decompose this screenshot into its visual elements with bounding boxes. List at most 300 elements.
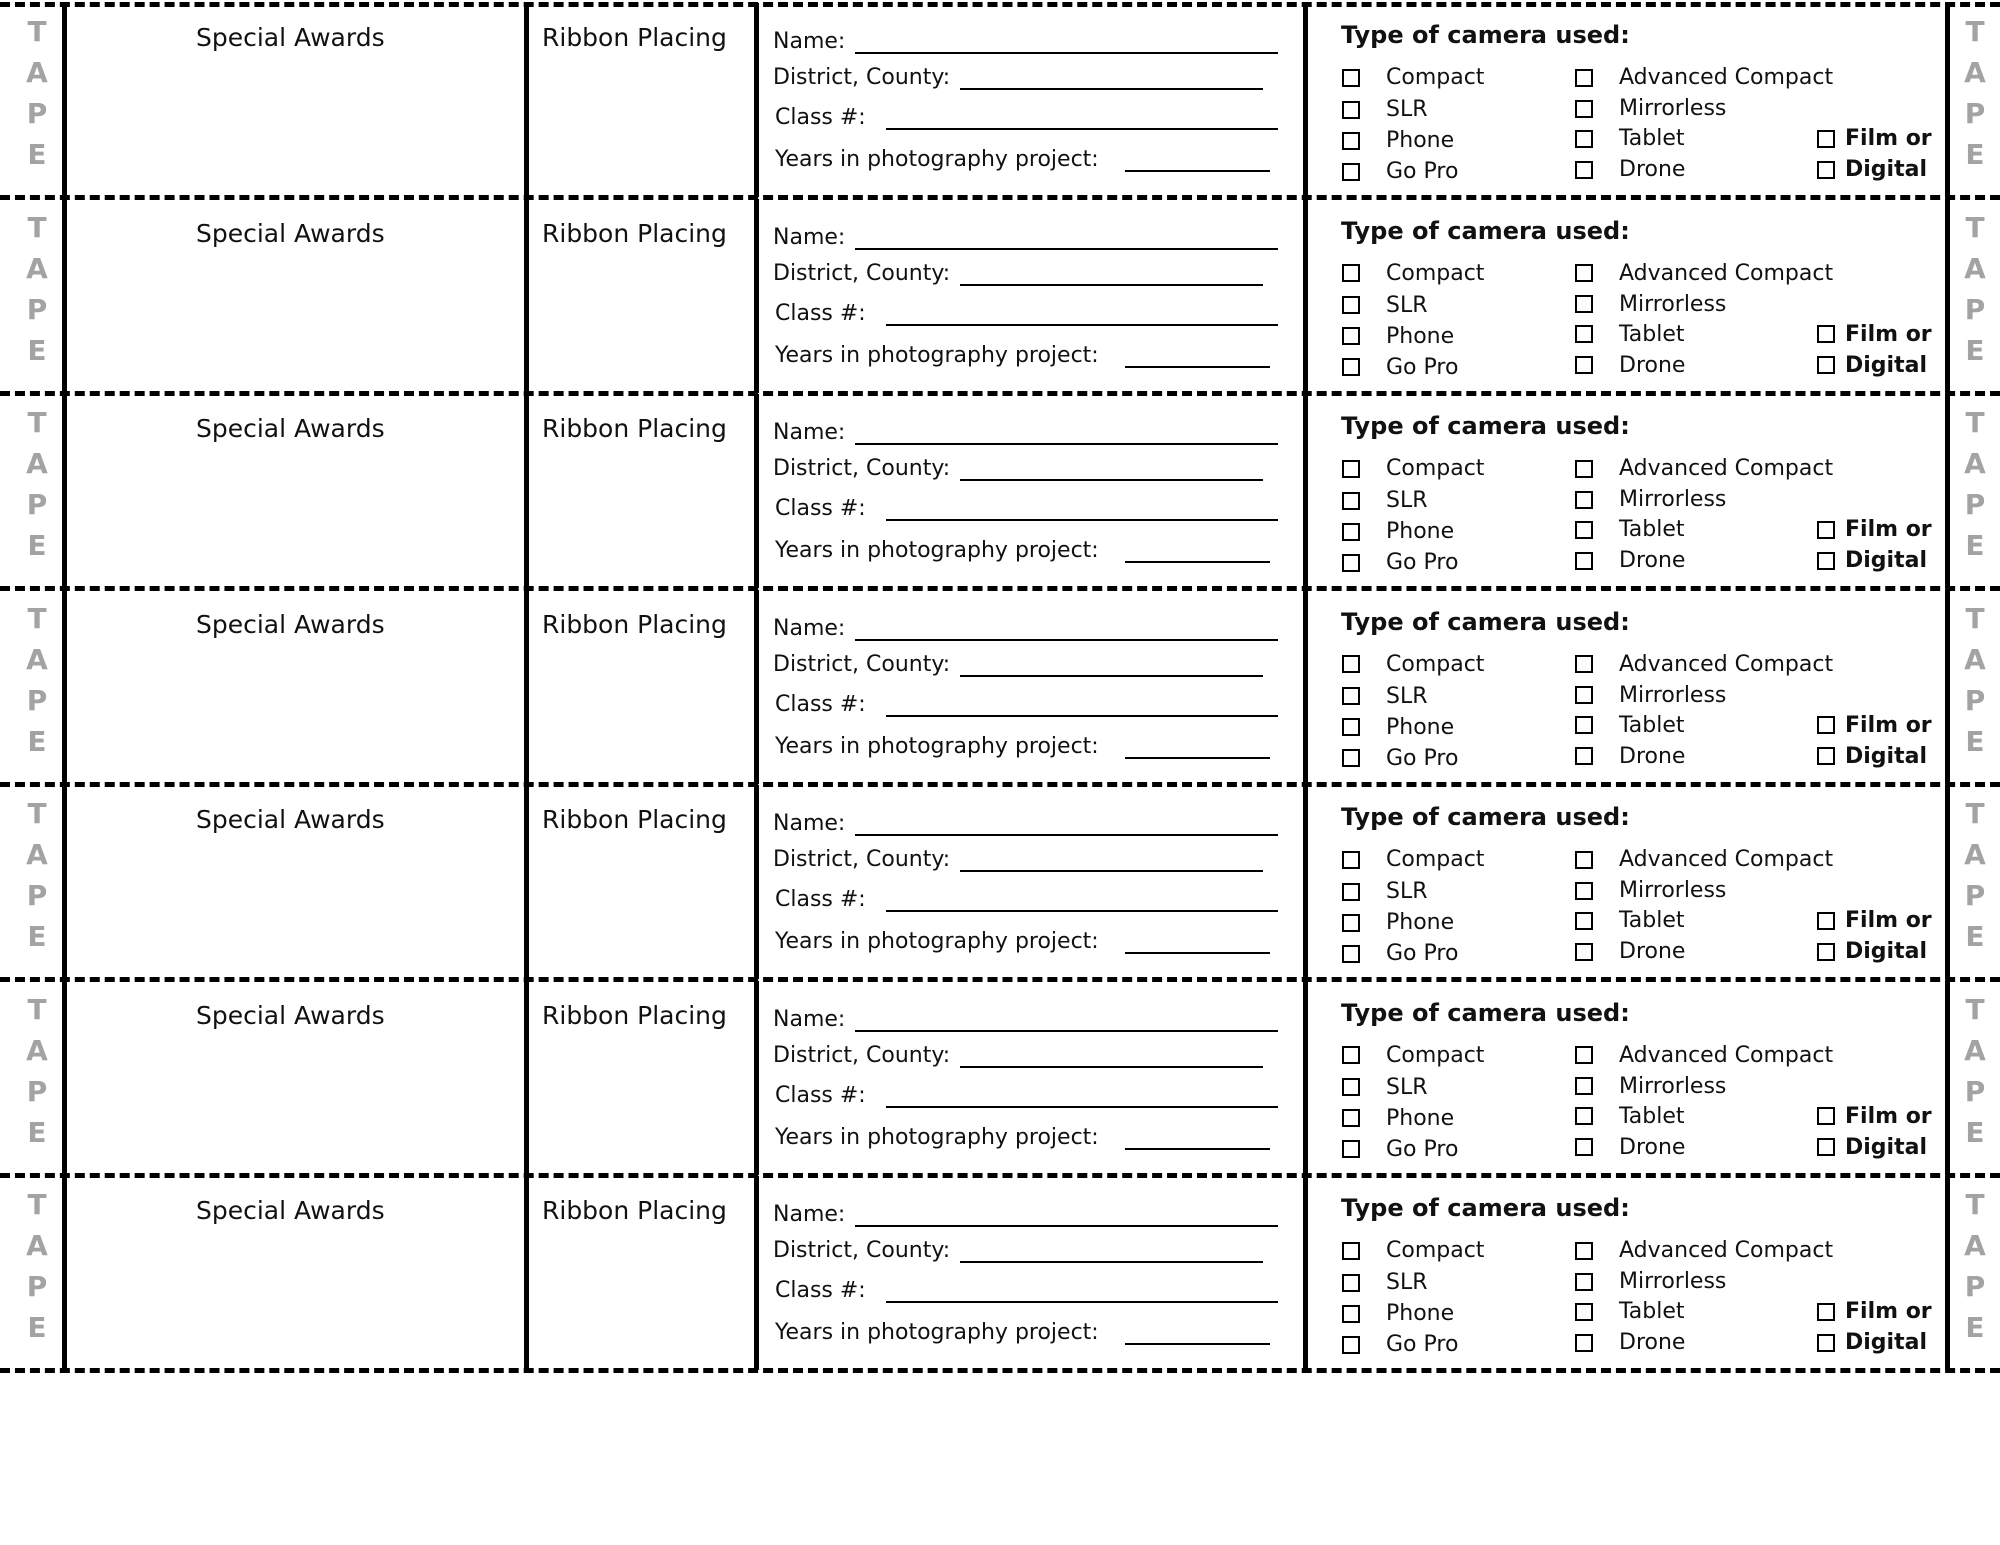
option-digital[interactable]: Digital xyxy=(1817,939,1927,964)
option-mirrorless[interactable]: Mirrorless xyxy=(1575,487,1726,512)
checkbox[interactable] xyxy=(1342,1078,1360,1096)
checkbox[interactable] xyxy=(1342,1305,1360,1323)
district-county-input-line[interactable] xyxy=(960,1066,1263,1068)
checkbox[interactable] xyxy=(1342,163,1360,181)
option-digital[interactable]: Digital xyxy=(1817,548,1927,573)
option-slr[interactable]: SLR xyxy=(1342,1075,1428,1100)
checkbox[interactable] xyxy=(1342,1274,1360,1292)
checkbox[interactable] xyxy=(1342,101,1360,119)
years-label: Years in photography project: xyxy=(775,342,1099,368)
tape-letter: P xyxy=(26,879,48,912)
tape-letter: P xyxy=(1964,879,1986,912)
years-field[interactable] xyxy=(775,1125,1270,1150)
name-input-line[interactable] xyxy=(855,52,1278,54)
option-compact[interactable]: Compact xyxy=(1342,65,1484,90)
years-field[interactable] xyxy=(775,734,1270,759)
checkbox[interactable] xyxy=(1575,161,1593,179)
tape-letter: A xyxy=(26,251,48,285)
tape-letter: T xyxy=(1965,992,1985,1026)
district-county-field[interactable] xyxy=(773,456,1263,481)
entry-card xyxy=(0,1176,2000,1370)
option-tablet[interactable]: Tablet xyxy=(1575,517,1685,542)
district-county-field[interactable] xyxy=(773,1238,1263,1263)
district-county-field[interactable] xyxy=(773,652,1263,677)
years-input-line[interactable] xyxy=(1125,366,1270,368)
district-county-input-line[interactable] xyxy=(960,284,1263,286)
special-awards-label: Special Awards xyxy=(196,23,385,52)
option-drone[interactable]: Drone xyxy=(1575,548,1685,573)
tape-marker-right xyxy=(1944,793,2000,957)
option-go-pro[interactable]: Go Pro xyxy=(1342,550,1458,575)
tape-letter: T xyxy=(27,210,47,244)
name-input-line[interactable] xyxy=(855,639,1278,641)
tape-letter: P xyxy=(26,683,48,717)
tape-letter: E xyxy=(27,1115,47,1149)
option-tablet[interactable]: Tablet xyxy=(1575,126,1685,151)
district-county-field[interactable] xyxy=(773,847,1263,872)
class-number-label: Class #: xyxy=(775,496,866,521)
option-phone[interactable]: Phone xyxy=(1342,715,1454,740)
tape-letter: T xyxy=(27,797,47,830)
tape-letter: A xyxy=(1964,447,1986,480)
column-divider xyxy=(524,1176,529,1370)
class-number-field[interactable] xyxy=(775,301,1278,326)
name-label: Name: xyxy=(773,615,846,641)
option-compact[interactable]: Compact xyxy=(1342,847,1484,872)
checkbox[interactable] xyxy=(1575,69,1593,87)
option-compact[interactable]: Compact xyxy=(1342,652,1484,677)
name-input-line[interactable] xyxy=(855,1030,1278,1032)
option-tablet[interactable]: Tablet xyxy=(1575,908,1685,933)
years-label: Years in photography project: xyxy=(775,1320,1099,1345)
checkbox[interactable] xyxy=(1575,716,1593,734)
checkbox[interactable] xyxy=(1817,943,1835,961)
tape-letter: P xyxy=(26,1270,48,1303)
checkbox[interactable] xyxy=(1342,492,1360,510)
checkbox[interactable] xyxy=(1575,747,1593,765)
option-advanced-compact[interactable]: Advanced Compact xyxy=(1575,1043,1833,1068)
checkbox[interactable] xyxy=(1342,358,1360,376)
option-drone[interactable]: Drone xyxy=(1575,1330,1685,1355)
class-number-field[interactable] xyxy=(775,692,1278,717)
checkbox[interactable] xyxy=(1575,552,1593,570)
option-phone[interactable]: Phone xyxy=(1342,910,1454,935)
option-compact[interactable]: Compact xyxy=(1342,261,1484,286)
option-film[interactable]: Film or xyxy=(1817,908,1932,933)
checkbox[interactable] xyxy=(1342,327,1360,345)
name-field[interactable] xyxy=(773,811,1278,836)
tape-letter: E xyxy=(1965,529,1985,562)
tape-letter: E xyxy=(1965,1311,1985,1344)
class-number-input-line[interactable] xyxy=(886,1301,1278,1303)
column-divider xyxy=(754,590,759,784)
tape-letter: T xyxy=(27,601,47,635)
option-phone[interactable]: Phone xyxy=(1342,128,1454,153)
tape-letter: E xyxy=(27,529,47,562)
class-number-label: Class #: xyxy=(775,1278,866,1303)
column-divider xyxy=(754,981,759,1175)
option-advanced-compact[interactable]: Advanced Compact xyxy=(1575,652,1833,677)
option-slr[interactable]: SLR xyxy=(1342,879,1428,904)
ribbon-placing-label: Ribbon Placing xyxy=(542,414,727,443)
entry-card xyxy=(0,590,2000,784)
checkbox[interactable] xyxy=(1575,325,1593,343)
years-label: Years in photography project: xyxy=(775,929,1099,954)
checkbox[interactable] xyxy=(1575,943,1593,961)
option-mirrorless[interactable]: Mirrorless xyxy=(1575,878,1726,903)
years-input-line[interactable] xyxy=(1125,952,1270,954)
district-county-input-line[interactable] xyxy=(960,870,1263,872)
ribbon-placing-label: Ribbon Placing xyxy=(542,805,727,834)
class-number-field[interactable] xyxy=(775,887,1278,912)
checkbox[interactable] xyxy=(1575,1138,1593,1156)
option-advanced-compact[interactable]: Advanced Compact xyxy=(1575,65,1833,90)
option-advanced-compact[interactable]: Advanced Compact xyxy=(1575,261,1833,286)
class-number-field[interactable] xyxy=(775,1278,1278,1303)
checkbox[interactable] xyxy=(1817,130,1835,148)
column-divider xyxy=(1303,981,1308,1175)
checkbox[interactable] xyxy=(1817,1138,1835,1156)
years-input-line[interactable] xyxy=(1125,561,1270,563)
checkbox[interactable] xyxy=(1575,655,1593,673)
option-film[interactable]: Film or xyxy=(1817,1299,1932,1324)
checkbox[interactable] xyxy=(1575,1303,1593,1321)
checkbox[interactable] xyxy=(1342,132,1360,150)
column-divider xyxy=(524,785,529,979)
years-input-line[interactable] xyxy=(1125,1343,1270,1345)
tape-letter: A xyxy=(26,838,48,871)
option-film[interactable]: Film or xyxy=(1817,713,1932,738)
checkbox[interactable] xyxy=(1342,264,1360,282)
name-input-line[interactable] xyxy=(855,248,1278,250)
class-number-label: Class #: xyxy=(775,1082,866,1108)
tape-letter: P xyxy=(26,488,48,521)
tape-letter: P xyxy=(1964,1074,1986,1108)
years-label: Years in photography project: xyxy=(775,733,1099,759)
option-drone[interactable]: Drone xyxy=(1575,1135,1685,1160)
tape-letter: E xyxy=(1965,920,1985,953)
checkbox[interactable] xyxy=(1575,356,1593,374)
checkbox[interactable] xyxy=(1575,295,1593,313)
special-awards-label: Special Awards xyxy=(196,805,385,834)
years-field[interactable] xyxy=(775,147,1270,172)
tape-letter: E xyxy=(27,724,47,758)
class-number-input-line[interactable] xyxy=(886,910,1278,912)
tape-letter: P xyxy=(1964,1270,1986,1303)
class-number-input-line[interactable] xyxy=(886,1106,1278,1108)
ribbon-placing-label: Ribbon Placing xyxy=(542,23,727,52)
option-mirrorless[interactable]: Mirrorless xyxy=(1575,96,1726,121)
years-input-line[interactable] xyxy=(1125,170,1270,172)
tape-letter: A xyxy=(1964,642,1986,676)
checkbox[interactable] xyxy=(1342,554,1360,572)
checkbox[interactable] xyxy=(1342,460,1360,478)
option-advanced-compact[interactable]: Advanced Compact xyxy=(1575,456,1833,481)
checkbox[interactable] xyxy=(1817,521,1835,539)
checkbox[interactable] xyxy=(1575,1046,1593,1064)
option-digital[interactable]: Digital xyxy=(1817,353,1927,378)
tape-marker-left xyxy=(6,207,68,371)
option-phone[interactable]: Phone xyxy=(1342,519,1454,544)
entry-card xyxy=(0,3,2000,197)
years-field[interactable] xyxy=(775,1320,1270,1345)
class-number-field[interactable] xyxy=(775,1083,1278,1108)
checkbox[interactable] xyxy=(1342,718,1360,736)
checkbox[interactable] xyxy=(1342,749,1360,767)
name-label: Name: xyxy=(773,29,846,54)
option-tablet[interactable]: Tablet xyxy=(1575,1104,1685,1129)
checkbox[interactable] xyxy=(1575,491,1593,509)
tape-marker-right xyxy=(1944,598,2000,762)
name-label: Name: xyxy=(773,811,846,836)
checkbox[interactable] xyxy=(1342,69,1360,87)
option-mirrorless[interactable]: Mirrorless xyxy=(1575,1074,1726,1099)
option-tablet[interactable]: Tablet xyxy=(1575,713,1685,738)
cut-line xyxy=(0,1368,2000,1373)
checkbox[interactable] xyxy=(1575,1077,1593,1095)
column-divider xyxy=(1303,3,1308,197)
column-divider xyxy=(62,981,67,1175)
district-county-label: District, County: xyxy=(773,847,951,872)
ribbon-placing-label: Ribbon Placing xyxy=(542,1000,727,1030)
special-awards-label: Special Awards xyxy=(196,609,385,639)
tape-letter: A xyxy=(1964,1033,1986,1067)
option-phone[interactable]: Phone xyxy=(1342,1301,1454,1326)
tape-marker-left xyxy=(6,402,68,566)
option-mirrorless[interactable]: Mirrorless xyxy=(1575,292,1726,317)
district-county-field[interactable] xyxy=(773,65,1263,90)
option-go-pro[interactable]: Go Pro xyxy=(1342,1332,1458,1357)
tape-marker-left xyxy=(6,989,68,1153)
column-divider xyxy=(1303,199,1308,393)
checkbox[interactable] xyxy=(1817,1303,1835,1321)
option-digital[interactable]: Digital xyxy=(1817,1330,1927,1355)
checkbox[interactable] xyxy=(1817,1334,1835,1352)
column-divider xyxy=(1303,1176,1308,1370)
column-divider xyxy=(524,3,529,197)
column-divider xyxy=(62,394,67,588)
tape-letter: T xyxy=(27,992,47,1026)
entry-card xyxy=(0,199,2000,393)
option-advanced-compact[interactable]: Advanced Compact xyxy=(1575,847,1833,872)
checkbox[interactable] xyxy=(1817,716,1835,734)
name-input-line[interactable] xyxy=(855,834,1278,836)
option-film[interactable]: Film or xyxy=(1817,1104,1932,1129)
checkbox[interactable] xyxy=(1342,1109,1360,1127)
option-film[interactable]: Film or xyxy=(1817,126,1932,151)
checkbox[interactable] xyxy=(1342,296,1360,314)
tape-letter: T xyxy=(1965,15,1985,48)
checkbox[interactable] xyxy=(1342,914,1360,932)
name-field[interactable] xyxy=(773,29,1278,54)
option-digital[interactable]: Digital xyxy=(1817,1135,1927,1160)
option-drone[interactable]: Drone xyxy=(1575,353,1685,378)
camera-type-title: Type of camera used: xyxy=(1341,607,1630,636)
name-input-line[interactable] xyxy=(855,1225,1278,1227)
option-slr[interactable]: SLR xyxy=(1342,488,1428,513)
option-slr[interactable]: SLR xyxy=(1342,97,1428,122)
checkbox[interactable] xyxy=(1342,1046,1360,1064)
ribbon-placing-label: Ribbon Placing xyxy=(542,1196,727,1225)
name-input-line[interactable] xyxy=(855,443,1278,445)
years-field[interactable] xyxy=(775,538,1270,563)
checkbox[interactable] xyxy=(1342,1242,1360,1260)
checkbox[interactable] xyxy=(1817,747,1835,765)
checkbox[interactable] xyxy=(1817,161,1835,179)
column-divider xyxy=(62,199,67,393)
option-compact[interactable]: Compact xyxy=(1342,1238,1484,1263)
tape-letter: P xyxy=(26,292,48,326)
name-field[interactable] xyxy=(773,1202,1278,1227)
option-slr[interactable]: SLR xyxy=(1342,293,1428,318)
checkbox[interactable] xyxy=(1575,851,1593,869)
name-label: Name: xyxy=(773,224,846,250)
tape-letter: A xyxy=(1964,56,1986,89)
option-digital[interactable]: Digital xyxy=(1817,744,1927,769)
checkbox[interactable] xyxy=(1575,1242,1593,1260)
tape-marker-right xyxy=(1944,207,2000,371)
special-awards-label: Special Awards xyxy=(196,414,385,443)
class-number-input-line[interactable] xyxy=(886,715,1278,717)
tape-letter: T xyxy=(27,406,47,439)
tape-letter: A xyxy=(26,1033,48,1067)
class-number-input-line[interactable] xyxy=(886,128,1278,130)
tape-letter: E xyxy=(1965,724,1985,758)
option-tablet[interactable]: Tablet xyxy=(1575,322,1685,347)
option-mirrorless[interactable]: Mirrorless xyxy=(1575,683,1726,708)
name-field[interactable] xyxy=(773,1007,1278,1032)
option-advanced-compact[interactable]: Advanced Compact xyxy=(1575,1238,1833,1263)
checkbox[interactable] xyxy=(1575,100,1593,118)
class-number-input-line[interactable] xyxy=(886,519,1278,521)
option-go-pro[interactable]: Go Pro xyxy=(1342,941,1458,966)
years-label: Years in photography project: xyxy=(775,538,1099,563)
option-go-pro[interactable]: Go Pro xyxy=(1342,355,1458,380)
camera-type-title: Type of camera used: xyxy=(1341,803,1630,831)
option-slr[interactable]: SLR xyxy=(1342,1270,1428,1295)
tape-letter: A xyxy=(26,447,48,480)
class-number-label: Class #: xyxy=(775,105,866,130)
tape-letter: E xyxy=(27,920,47,953)
ribbon-placing-label: Ribbon Placing xyxy=(542,609,727,639)
checkbox[interactable] xyxy=(1575,912,1593,930)
checkbox[interactable] xyxy=(1575,521,1593,539)
special-awards-label: Special Awards xyxy=(196,1000,385,1030)
tape-letter: P xyxy=(1964,683,1986,717)
district-county-input-line[interactable] xyxy=(960,479,1263,481)
option-go-pro[interactable]: Go Pro xyxy=(1342,746,1458,771)
option-tablet[interactable]: Tablet xyxy=(1575,1299,1685,1324)
column-divider xyxy=(524,590,529,784)
option-compact[interactable]: Compact xyxy=(1342,1043,1484,1068)
class-number-label: Class #: xyxy=(775,887,866,912)
name-label: Name: xyxy=(773,420,846,445)
years-field[interactable] xyxy=(775,343,1270,368)
class-number-input-line[interactable] xyxy=(886,324,1278,326)
tape-marker-right xyxy=(1944,1184,2000,1348)
checkbox[interactable] xyxy=(1817,1107,1835,1125)
name-field[interactable] xyxy=(773,616,1278,641)
district-county-input-line[interactable] xyxy=(960,1261,1263,1263)
checkbox[interactable] xyxy=(1342,523,1360,541)
checkbox[interactable] xyxy=(1575,264,1593,282)
checkbox[interactable] xyxy=(1342,655,1360,673)
checkbox[interactable] xyxy=(1575,882,1593,900)
option-slr[interactable]: SLR xyxy=(1342,684,1428,709)
years-field[interactable] xyxy=(775,929,1270,954)
checkbox[interactable] xyxy=(1342,687,1360,705)
column-divider xyxy=(754,394,759,588)
option-phone[interactable]: Phone xyxy=(1342,324,1454,349)
option-film[interactable]: Film or xyxy=(1817,322,1932,347)
special-awards-label: Special Awards xyxy=(196,1196,385,1225)
option-go-pro[interactable]: Go Pro xyxy=(1342,159,1458,184)
district-county-input-line[interactable] xyxy=(960,88,1263,90)
option-go-pro[interactable]: Go Pro xyxy=(1342,1137,1458,1162)
checkbox[interactable] xyxy=(1817,356,1835,374)
checkbox[interactable] xyxy=(1575,130,1593,148)
tape-letter: A xyxy=(1964,1229,1986,1262)
checkbox[interactable] xyxy=(1817,912,1835,930)
checkbox[interactable] xyxy=(1342,851,1360,869)
entry-card xyxy=(0,981,2000,1175)
option-digital[interactable]: Digital xyxy=(1817,157,1927,182)
years-input-line[interactable] xyxy=(1125,1148,1270,1150)
checkbox[interactable] xyxy=(1575,686,1593,704)
district-county-field[interactable] xyxy=(773,1043,1263,1068)
district-county-input-line[interactable] xyxy=(960,675,1263,677)
district-county-field[interactable] xyxy=(773,261,1263,286)
name-label: Name: xyxy=(773,1006,846,1032)
checkbox[interactable] xyxy=(1342,1336,1360,1354)
tape-letter: P xyxy=(1964,97,1986,130)
name-field[interactable] xyxy=(773,420,1278,445)
option-phone[interactable]: Phone xyxy=(1342,1106,1454,1131)
checkbox[interactable] xyxy=(1342,1140,1360,1158)
tape-letter: T xyxy=(1965,406,1985,439)
class-number-field[interactable] xyxy=(775,496,1278,521)
name-field[interactable] xyxy=(773,225,1278,250)
years-input-line[interactable] xyxy=(1125,757,1270,759)
checkbox[interactable] xyxy=(1817,552,1835,570)
checkbox[interactable] xyxy=(1575,460,1593,478)
option-drone[interactable]: Drone xyxy=(1575,744,1685,769)
checkbox[interactable] xyxy=(1575,1273,1593,1291)
tape-letter: P xyxy=(26,97,48,130)
checkbox[interactable] xyxy=(1342,883,1360,901)
column-divider xyxy=(62,590,67,784)
checkbox[interactable] xyxy=(1817,325,1835,343)
checkbox[interactable] xyxy=(1575,1107,1593,1125)
tape-letter: T xyxy=(1965,1188,1985,1221)
special-awards-label: Special Awards xyxy=(196,218,385,248)
checkbox[interactable] xyxy=(1575,1334,1593,1352)
option-drone[interactable]: Drone xyxy=(1575,939,1685,964)
option-drone[interactable]: Drone xyxy=(1575,157,1685,182)
option-compact[interactable]: Compact xyxy=(1342,456,1484,481)
column-divider xyxy=(62,3,67,197)
column-divider xyxy=(524,981,529,1175)
option-film[interactable]: Film or xyxy=(1817,517,1932,542)
checkbox[interactable] xyxy=(1342,945,1360,963)
tape-letter: P xyxy=(1964,488,1986,521)
class-number-field[interactable] xyxy=(775,105,1278,130)
district-county-label: District, County: xyxy=(773,260,951,286)
option-mirrorless[interactable]: Mirrorless xyxy=(1575,1269,1726,1294)
tape-letter: A xyxy=(1964,838,1986,871)
tape-marker-left xyxy=(6,793,68,957)
column-divider xyxy=(1303,590,1308,784)
